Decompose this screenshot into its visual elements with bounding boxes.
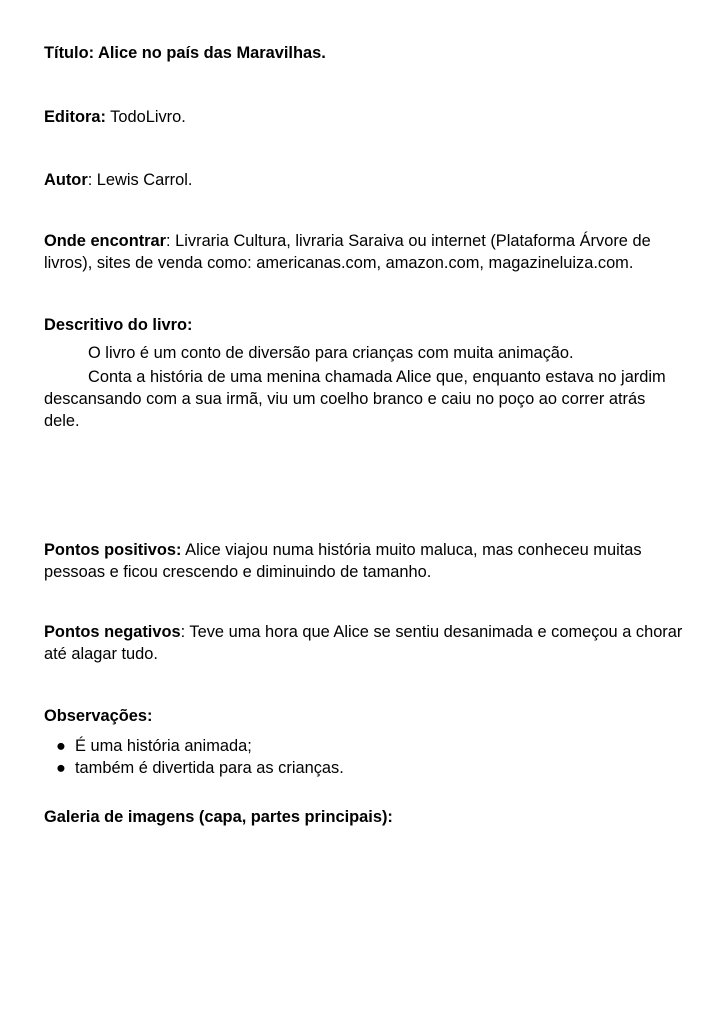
list-item-text: É uma história animada; (75, 737, 252, 755)
descritivo-label: Descritivo do livro: (44, 316, 193, 334)
editora-label: Editora: (44, 108, 106, 126)
autor-value: : Lewis Carrol. (87, 171, 193, 189)
pontos-negativos-label: Pontos negativos (44, 623, 181, 641)
autor-line (44, 169, 684, 191)
editora-line (44, 106, 684, 128)
onde-encontrar-label: Onde encontrar (44, 232, 167, 250)
observacoes-label: Observações: (44, 707, 153, 725)
galeria-label: Galeria de imagens (capa, partes principais): (44, 808, 393, 826)
titulo-line (44, 42, 684, 64)
observacoes-section (44, 705, 684, 779)
titulo-text: Título: Alice no país das Maravilhas. (44, 44, 326, 62)
editora-value: TodoLivro. (105, 108, 186, 126)
pontos-negativos-value: : Teve uma hora que Alice se sentiu desanimada e começou a chorar até alagar tudo. (44, 623, 683, 663)
onde-encontrar-value: : Livraria Cultura, livraria Saraiva ou internet (Plataforma Árvore de livros), sites de venda como: americanas.com, amazon.com, magazineluiza.com. (44, 232, 651, 272)
galeria-line (44, 806, 684, 828)
bullet-icon: ● (56, 759, 66, 777)
pontos-positivos-label: Pontos positivos: (44, 541, 182, 559)
descritivo-paragraph-1: O livro é um conto de diversão para crianças com muita animação. (88, 344, 574, 362)
onde-encontrar-line (44, 230, 684, 274)
descritivo-section (44, 314, 684, 432)
list-item (44, 757, 684, 779)
list-item-text: também é divertida para as crianças. (75, 759, 344, 777)
bullet-icon: ● (56, 737, 66, 755)
list-item (44, 735, 684, 757)
descritivo-paragraph-2: Conta a história de uma menina chamada Alice que, enquanto estava no jardim descansando com a sua irmã, viu um coelho branco e caiu no poço ao correr atrás dele. (44, 368, 666, 430)
pontos-negativos-line (44, 621, 684, 665)
pontos-positivos-value: Alice viajou numa história muito maluca, mas conheceu muitas pessoas e ficou crescendo e diminuindo de tamanho. (44, 541, 642, 581)
pontos-positivos-line (44, 539, 684, 583)
autor-label: Autor (44, 171, 88, 189)
observacoes-list (44, 735, 684, 779)
